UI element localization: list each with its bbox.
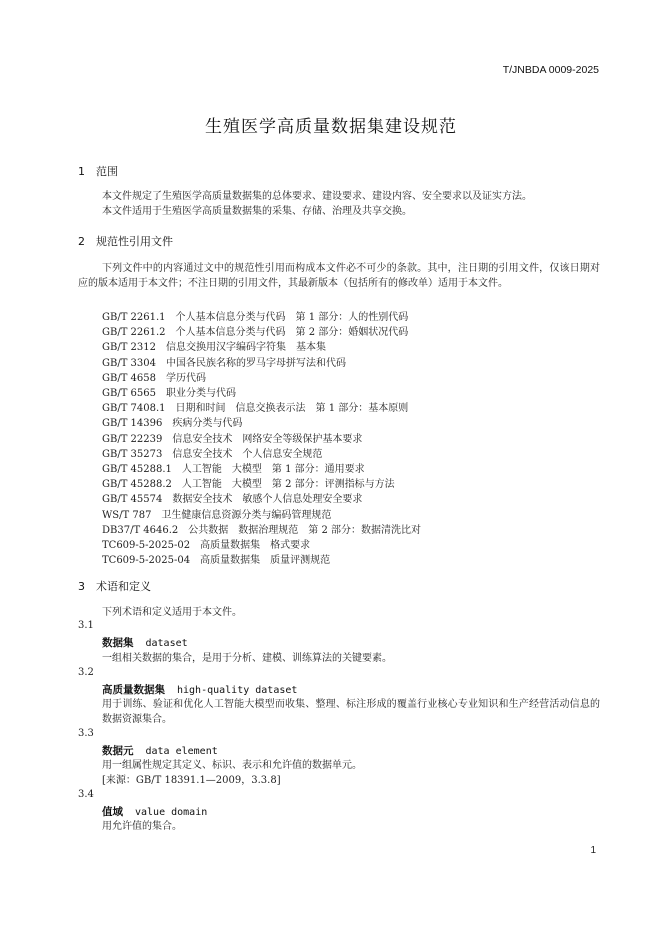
scope-paragraph-2: 本文件适用于生殖医学高质量数据集的采集、存储、治理及共享交换。 xyxy=(102,206,412,217)
reference-item: GB/T 22239 信息安全技术 网络安全等级保护基本要求 xyxy=(102,433,363,445)
reference-item: GB/T 45574 数据安全技术 敏感个人信息处理安全要求 xyxy=(102,494,363,506)
term-name xyxy=(102,635,188,650)
section-title: 规范性引用文件 xyxy=(96,235,173,248)
term-number: 3.2 xyxy=(78,667,94,678)
scope-paragraph-1: 本文件规定了生殖医学高质量数据集的总体要求、建设要求、建设内容、安全要求以及证实方法。 xyxy=(102,191,532,202)
term-definition: 用允许值的集合。 xyxy=(102,821,182,832)
reference-item: GB/T 7408.1 日期和时间 信息交换表示法 第 1 部分：基本原则 xyxy=(102,403,409,415)
term-name-zh: 数据集 xyxy=(102,637,134,649)
reference-item: GB/T 3304 中国各民族名称的罗马字母拼写法和代码 xyxy=(102,357,347,369)
term-name-en: dataset xyxy=(145,638,188,649)
reference-item: GB/T 4658 学历代码 xyxy=(102,372,207,384)
section-heading-terms-and-definitions xyxy=(78,578,151,594)
term-definition: 用于训练、验证和优化人工智能大模型而收集、整理、标注形成的覆盖行业核心专业知识和生产经营活动信息的数据资源集合。 xyxy=(102,699,600,725)
term-number: 3.4 xyxy=(78,789,94,800)
reference-item: GB/T 6565 职业分类与代码 xyxy=(102,388,237,400)
term-definition: 用一组属性规定其定义、标识、表示和允许值的数据单元。 xyxy=(102,760,362,771)
terms-intro: 下列术语和定义适用于本文件。 xyxy=(102,607,242,618)
term-number: 3.3 xyxy=(78,728,94,739)
reference-item: GB/T 45288.1 人工智能 大模型 第 1 部分：通用要求 xyxy=(102,464,365,476)
section-heading-scope xyxy=(78,163,118,179)
term-name-zh: 数据元 xyxy=(102,745,134,757)
reference-item: GB/T 14396 疾病分类与代码 xyxy=(102,418,243,430)
term-name-zh: 值域 xyxy=(102,806,123,818)
normative-references-intro: 下列文件中的内容通过文中的规范性引用而构成本文件必不可少的条款。其中，注日期的引用文件，仅该日期对应的版本适用于本文件；不注日期的引用文件，其最新版本（包括所有的修改单）适用于本文件。 xyxy=(78,263,600,289)
section-number: 2 xyxy=(78,235,85,248)
reference-item: GB/T 2261.1 个人基本信息分类与代码 第 1 部分：人的性别代码 xyxy=(102,312,409,323)
reference-item: WS/T 787 卫生健康信息资源分类与编码管理规范 xyxy=(102,509,332,521)
term-name-zh: 高质量数据集 xyxy=(102,684,165,696)
reference-item: GB/T 45288.2 人工智能 大模型 第 2 部分：评测指标与方法 xyxy=(102,479,395,491)
term-name-en: high-quality dataset xyxy=(177,685,298,696)
reference-item: GB/T 35273 信息安全技术 个人信息安全规范 xyxy=(102,448,323,460)
term-source: [来源：GB/T 18391.1—2009，3.3.8] xyxy=(102,775,281,786)
reference-item: GB/T 2312 信息交换用汉字编码字符集 基本集 xyxy=(102,342,327,354)
term-name xyxy=(102,804,207,819)
term-definition: 一组相关数据的集合，是用于分析、建模、训练算法的关键要素。 xyxy=(102,653,392,664)
document-title: 生殖医学高质量数据集建设规范 xyxy=(205,117,457,137)
section-heading-normative-references xyxy=(78,233,173,249)
section-title: 范围 xyxy=(96,165,118,178)
term-name-en: value domain xyxy=(135,807,208,818)
section-title: 术语和定义 xyxy=(96,580,151,593)
reference-item: DB37/T 4646.2 公共数据 数据治理规范 第 2 部分：数据清洗比对 xyxy=(102,524,422,536)
reference-item: TC609-5-2025-04 高质量数据集 质量评测规范 xyxy=(102,555,331,567)
reference-item: TC609-5-2025-02 高质量数据集 格式要求 xyxy=(102,540,311,552)
reference-item: GB/T 2261.2 个人基本信息分类与代码 第 2 部分：婚姻状况代码 xyxy=(102,327,409,339)
term-number: 3.1 xyxy=(78,620,94,631)
term-name xyxy=(102,682,297,697)
document-code: T/JNBDA 0009-2025 xyxy=(502,64,599,76)
section-number: 1 xyxy=(78,165,85,178)
section-number: 3 xyxy=(78,580,85,593)
page-number: 1 xyxy=(590,845,596,856)
term-name-en: data element xyxy=(145,746,218,757)
term-name xyxy=(102,743,218,758)
reference-list xyxy=(102,310,421,568)
